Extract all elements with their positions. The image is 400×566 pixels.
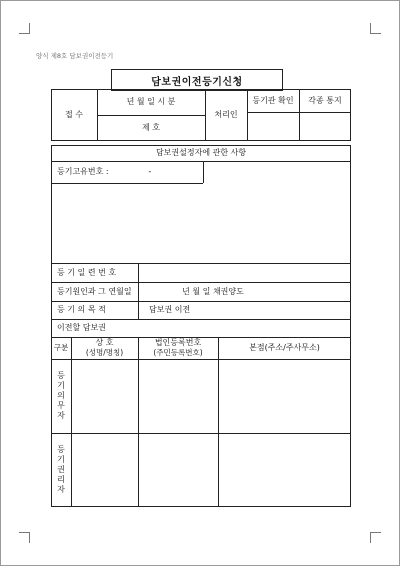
obligor-char-2: 기 [57,381,65,390]
column-regno-line1: 법인등록번호 [154,338,202,348]
transfer-security-label: 이전할 담보권 [57,323,106,333]
form-caption: 양식 제8호 담보권이전등기 [36,52,114,60]
reception-datetime-label: 년 월 일 시 분 [126,97,176,107]
section-title: 담보권설정자에 관한 사항 [155,148,247,158]
crop-mark-top-right [370,23,381,34]
reception-number-label: 제 호 [142,123,160,133]
column-name-line1: 상 호 [95,338,114,348]
registry-check-label: 등기관 확인 [252,95,294,105]
obligor-char-5: 자 [57,411,65,420]
column-regno-line2: (주민등록번호) [153,348,203,358]
column-registration-number [138,337,218,359]
obligee-char-1: 등 [57,445,65,454]
obligee-char-4: 리 [57,475,65,484]
registration-purpose-label: 등 기 의 목 적 [57,305,106,315]
form-title [111,69,283,91]
crop-mark-top-left [19,23,30,34]
processor-label: 처리인 [214,110,238,120]
unique-number-dash: - [148,167,152,177]
obligee-char-5: 자 [57,485,65,494]
obligor-char-4: 무 [57,401,65,410]
crop-mark-bottom-right [370,532,381,543]
registration-purpose-value: 담보권 이전 [149,305,191,315]
obligor-char-3: 의 [57,391,65,400]
obligee-char-2: 기 [57,455,65,464]
column-name-line2: (성명/명칭) [85,348,124,358]
cause-date-value: 년 월 일 채권양도 [182,286,244,296]
column-gubun: 구분 [53,342,69,352]
column-address: 본점(주소/주사무소) [249,343,320,353]
notifications-label: 각종 통지 [308,95,342,105]
form-title-text: 담보권이전등기신청 [151,76,243,88]
unique-number-label: 등기고유번호 : [57,167,109,177]
obligee-label [51,433,71,507]
obligor-char-1: 등 [57,371,65,380]
serial-number-label: 등 기 일 련 번 호 [57,267,117,277]
crop-mark-bottom-left [19,532,30,543]
obligee-char-3: 권 [57,465,65,474]
cause-date-label: 등기원인과 그 연월일 [57,286,132,296]
reception-label: 접 수 [65,110,83,120]
column-name [71,337,138,359]
obligor-label [51,359,71,433]
